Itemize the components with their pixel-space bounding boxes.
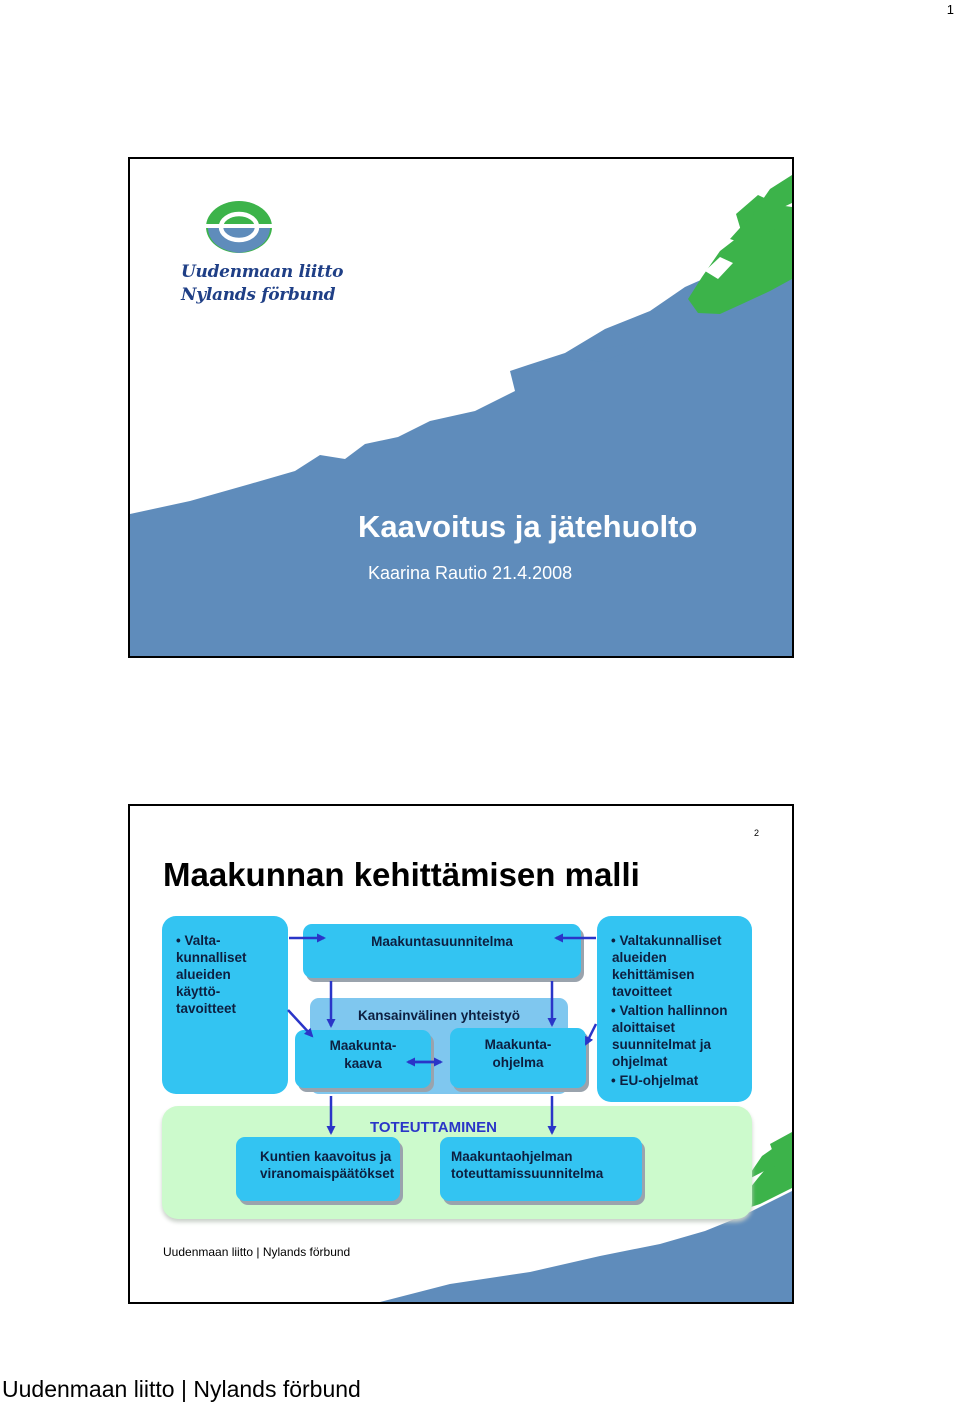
- right-panel-line: alueiden: [612, 950, 667, 965]
- regional-programme-label: Maakunta-: [484, 1037, 552, 1052]
- regional-land-use-plan-label: kaava: [344, 1056, 382, 1071]
- right-panel-line: ohjelmat: [612, 1054, 668, 1069]
- municipal-planning-label: Kuntien kaavoitus ja: [260, 1149, 392, 1164]
- implementation-heading: TOTEUTTAMINEN: [370, 1119, 497, 1136]
- slide-title: Kaavoitus ja jätehuolto: [358, 509, 698, 544]
- programme-implementation-label: toteuttamissuunnitelma: [451, 1166, 604, 1181]
- left-panel-line: kunnalliset: [176, 950, 247, 965]
- diagram-arrows: [130, 806, 792, 1302]
- logo-text-line2: Nylands förbund: [181, 285, 336, 305]
- regional-land-use-plan-label: Maakunta-: [329, 1038, 397, 1053]
- regional-programme-label: ohjelma: [492, 1055, 544, 1070]
- slide-footer: Uudenmaan liitto | Nylands förbund: [163, 1245, 351, 1259]
- regional-plan-label: Maakuntasuunnitelma: [371, 934, 513, 949]
- right-panel-line: tavoitteet: [612, 984, 673, 999]
- programme-implementation-label: Maakuntaohjelman: [451, 1149, 573, 1164]
- right-panel-line: suunnitelmat ja: [612, 1037, 712, 1052]
- title-slide: [128, 157, 794, 658]
- left-panel-line: käyttö-: [176, 984, 221, 999]
- municipal-planning-label: viranomaispäätökset: [260, 1166, 395, 1181]
- right-panel-line: • EU-ohjelmat: [611, 1073, 699, 1088]
- model-slide: [128, 804, 794, 1304]
- right-panel-line: aloittaiset: [612, 1020, 676, 1035]
- logo-text-line1: Uudenmaan liitto: [181, 262, 344, 282]
- page-number: 1: [946, 2, 954, 17]
- page-footer: Uudenmaan liitto | Nylands förbund: [2, 1376, 361, 1402]
- international-cooperation-label: Kansainvälinen yhteistyö: [357, 1008, 521, 1023]
- slide-number: 2: [754, 828, 760, 838]
- slide-title: Maakunnan kehittämisen malli: [163, 856, 640, 893]
- left-panel-line: • Valta-: [176, 933, 221, 948]
- left-panel-line: tavoitteet: [176, 1001, 237, 1016]
- logo-emblem-icon: [204, 199, 274, 255]
- right-panel-line: • Valtion hallinnon: [611, 1003, 728, 1018]
- slide-subtitle: Kaarina Rautio 21.4.2008: [368, 563, 573, 583]
- right-panel-line: kehittämisen: [612, 967, 695, 982]
- right-panel-line: • Valtakunnalliset: [611, 933, 722, 948]
- left-panel-line: alueiden: [176, 967, 231, 982]
